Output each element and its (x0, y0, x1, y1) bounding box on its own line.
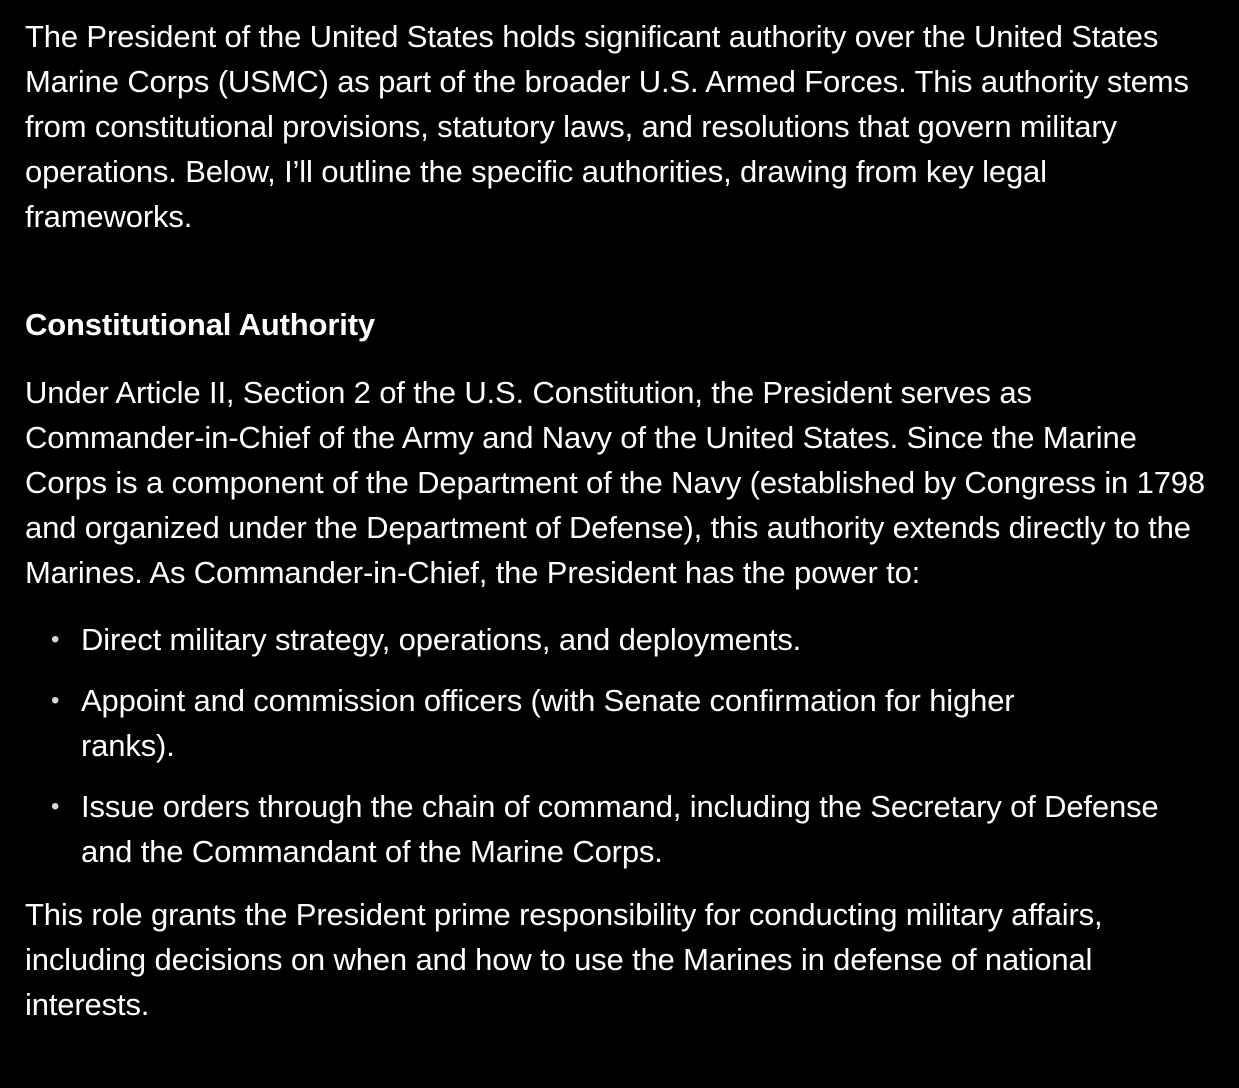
bullet-icon: • (51, 793, 60, 820)
list-item (25, 784, 1214, 874)
intro-paragraph: The President of the United States holds significant authority over the United States Marine Corps (USMC) as part of the broader U.S. Armed Forces. This authority stems from constitutional provisions, statutory laws, and resolutions that govern military operations. Below, I’ll outline the specific authorities, drawing from key legal frameworks. (25, 19, 1189, 234)
bullet-icon: • (51, 687, 60, 714)
bullet-list (25, 617, 1214, 874)
list-item (25, 617, 1214, 662)
list-item-text: Appoint and commission officers (with Senate confirmation for higher ranks). (81, 683, 1015, 763)
section-heading: Constitutional Authority (25, 307, 375, 342)
list-item-text: Direct military strategy, operations, and deployments. (81, 622, 802, 657)
list-item-text: Issue orders through the chain of command, including the Secretary of Defense and the Commandant of the Marine Corps. (81, 789, 1159, 869)
list-item (25, 678, 1214, 768)
closing-paragraph: This role grants the President prime responsibility for conducting military affairs, including decisions on when and how to use the Marines in defense of national interests. (25, 897, 1103, 1022)
section-paragraph: Under Article II, Section 2 of the U.S. Constitution, the President serves as Commander-in-Chief of the Army and Navy of the United States. Since the Marine Corps is a component of the Department of the Navy (established by Congress in 1798 and organized under the Department of Defense), this authority extends directly to the Marines. As Commander-in-Chief, the President has the power to: (25, 375, 1205, 590)
bullet-icon: • (51, 626, 60, 653)
